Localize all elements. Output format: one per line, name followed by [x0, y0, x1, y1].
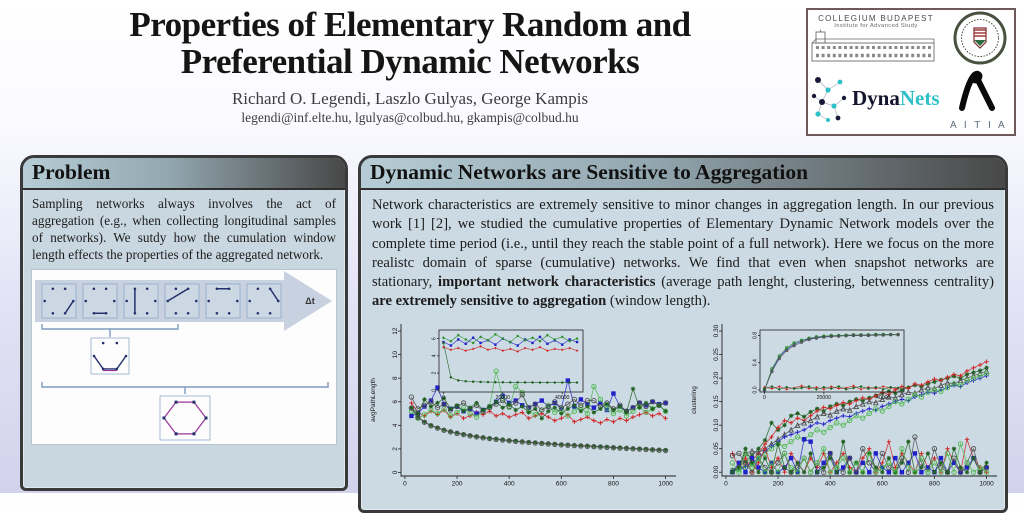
- collegium-name: COLLEGIUM BUDAPEST: [808, 14, 944, 23]
- svg-text:800: 800: [929, 480, 940, 487]
- svg-text:0: 0: [392, 470, 399, 474]
- dynanets-wordmark: [852, 86, 940, 111]
- collegium-building-icon: [808, 29, 940, 65]
- aggregation-panel-title: Dynamic Networks are Sensitive to Aggregation: [361, 158, 1005, 190]
- svg-text:400: 400: [504, 480, 515, 487]
- university-seal-icon: [944, 10, 1014, 68]
- svg-text:20000: 20000: [817, 395, 832, 401]
- poster-header: [30, 6, 790, 126]
- svg-text:0.10: 0.10: [713, 418, 720, 431]
- aggregation-bold-2: are extremely sensitive to aggregation: [372, 293, 606, 309]
- svg-text:200: 200: [773, 480, 784, 487]
- author-emails: legendi@inf.elte.hu, lgulyas@colbud.hu, gkampis@colbud.hu: [30, 110, 790, 126]
- avg-path-length-chart: [367, 318, 684, 513]
- svg-text:0: 0: [724, 480, 728, 487]
- svg-text:4: 4: [392, 423, 399, 427]
- svg-text:0.4: 0.4: [752, 358, 758, 365]
- problem-text: Sampling networks always involves the act of aggregation (e.g., when collecting longitudinal samples of networks). We sutdy how the cumulation window length effects the properties of the aggregated network.: [32, 195, 336, 264]
- collegium-subtitle: Institute for Advanced Study: [808, 23, 944, 29]
- svg-text:0.30: 0.30: [713, 324, 720, 337]
- svg-text:0: 0: [763, 395, 766, 401]
- svg-text:8: 8: [392, 376, 399, 380]
- svg-text:clustering: clustering: [691, 385, 698, 413]
- title-line-1: Properties of Elementary Random and: [129, 5, 690, 44]
- svg-text:0.0: 0.0: [752, 386, 758, 393]
- svg-text:0.05: 0.05: [713, 441, 720, 454]
- title-line-2: Preferential Dynamic Networks: [181, 42, 640, 81]
- svg-text:600: 600: [556, 480, 567, 487]
- svg-text:40000: 40000: [876, 395, 891, 401]
- svg-text:200: 200: [452, 480, 463, 487]
- problem-panel: [20, 155, 348, 491]
- aggregation-text-before: Network characteristics are extremely sensitive to minor changes in aggregation length. In our previous work [1] [2], we studied the cumulative properties of Elementary Dynamic Network models over the complete time period (i.e., until they reach the stable point of a full network). Here we focus on the more realistc domain of sparse (cumulative) networks. We find that even when snapshot networks are stationary,: [372, 197, 994, 290]
- svg-text:0: 0: [442, 395, 445, 401]
- svg-text:6: 6: [392, 399, 399, 403]
- svg-text:6: 6: [431, 337, 437, 340]
- dynanets-logo: [808, 68, 944, 134]
- svg-text:10: 10: [392, 350, 399, 358]
- svg-text:0.25: 0.25: [713, 347, 720, 360]
- svg-text:0.20: 0.20: [713, 371, 720, 384]
- svg-text:1000: 1000: [979, 480, 994, 487]
- aggregation-panel: [358, 155, 1008, 513]
- aggregation-text: [372, 196, 994, 312]
- aggregation-text-after: (window length).: [606, 293, 710, 309]
- svg-text:0.8: 0.8: [752, 331, 758, 338]
- svg-text:600: 600: [877, 480, 888, 487]
- dynanets-nets: Nets: [900, 86, 940, 110]
- svg-text:40000: 40000: [555, 395, 570, 401]
- problem-panel-title: Problem: [23, 158, 345, 190]
- aggregation-bold-1: important network characteristics: [438, 274, 655, 290]
- delta-t-label: Δt: [305, 296, 314, 306]
- aitia-glyph-icon: [944, 68, 1010, 112]
- svg-text:0.00: 0.00: [713, 465, 720, 478]
- aitia-logo: [944, 68, 1014, 134]
- svg-text:400: 400: [825, 480, 836, 487]
- dynanets-network-icon: [808, 68, 854, 128]
- clustering-chart: [688, 318, 1005, 513]
- svg-text:2: 2: [431, 371, 437, 374]
- svg-text:4: 4: [431, 354, 437, 357]
- svg-text:0: 0: [431, 388, 437, 391]
- svg-text:1000: 1000: [658, 480, 673, 487]
- authors: Richard O. Legendi, Laszlo Gulyas, George Kampis: [30, 89, 790, 109]
- svg-text:0.15: 0.15: [713, 394, 720, 407]
- aggregation-diagram: [31, 269, 337, 445]
- svg-text:20000: 20000: [496, 395, 511, 401]
- poster-title: [30, 6, 790, 80]
- svg-text:800: 800: [608, 480, 619, 487]
- dynanets-dyna: Dyna: [852, 86, 900, 110]
- svg-text:avgPathLength: avgPathLength: [370, 377, 377, 421]
- svg-text:0: 0: [403, 480, 407, 487]
- aitia-wordmark: A I T I A: [950, 120, 1014, 131]
- svg-text:2: 2: [392, 446, 399, 450]
- svg-text:12: 12: [392, 327, 399, 335]
- charts-row: [361, 318, 1005, 513]
- collegium-budapest-logo: [808, 10, 944, 68]
- aggregation-text-mid: (average path lenght, clustering, betwenness centrality): [655, 274, 994, 290]
- logo-box: [806, 8, 1016, 136]
